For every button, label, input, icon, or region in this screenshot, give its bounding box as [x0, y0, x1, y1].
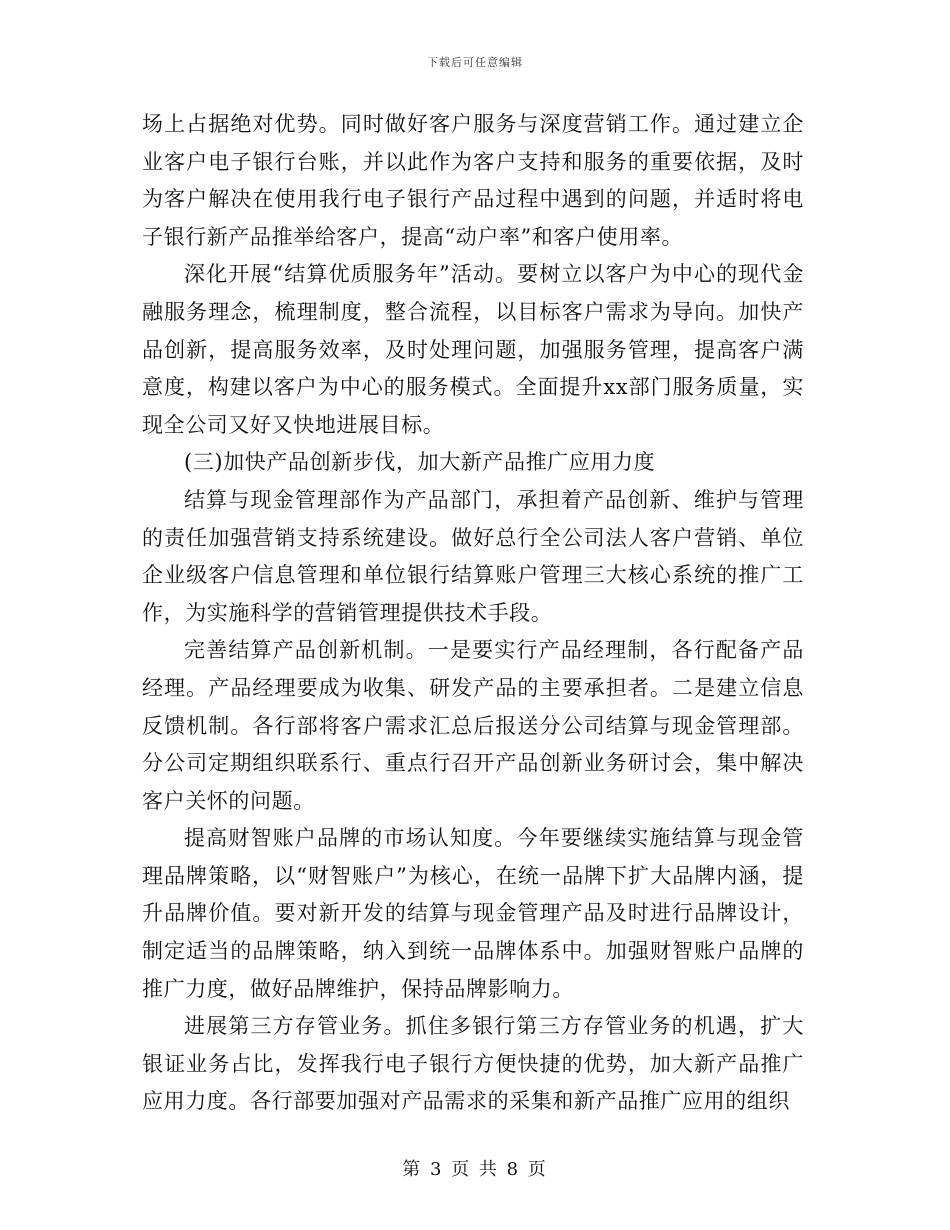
- paragraph-2: 深化开展“结算优质服务年”活动。要树立以客户为中心的现代金融服务理念，梳理制度，整合流程，以目标客户需求为导向。加快产品创新，提高服务效率，及时处理问题，加强服务管理，提高客户满意度，构建以客户为中心的服务模式。全面提升xx部门服务质量，实现全公司又好又快地进展目标。: [142, 262, 804, 437]
- paragraph-1: 场上占据绝对优势。同时做好客户服务与深度营销工作。通过建立企业客户电子银行台账，并以此作为客户支持和服务的重要依据，及时为客户解决在使用我行电子银行产品过程中遇到的问题，并适时将电子银行新产品推举给客户，提高“动户率”和客户使用率。: [142, 112, 804, 249]
- paragraph-5: 完善结算产品创新机制。一是要实行产品经理制，各行配备产品经理。产品经理要成为收集、研发产品的主要承担者。二是建立信息反馈机制。各行部将客户需求汇总后报送分公司结算与现金管理部。分公司定期组织联系行、重点行召开产品创新业务研讨会，集中解决客户关怀的问题。: [142, 638, 804, 813]
- paragraph-3-heading: (三)加快产品创新步伐，加大新产品推广应用力度: [184, 450, 656, 475]
- paragraph-4: 结算与现金管理部作为产品部门，承担着产品创新、维护与管理的责任加强营销支持系统建设。做好总行全公司法人客户营销、单位企业级客户信息管理和单位银行结算账户管理三大核心系统的推广工作，为实施科学的营销管理提供技术手段。: [142, 487, 804, 625]
- document-body: [142, 106, 804, 1121]
- paragraph-6: 提高财智账户品牌的市场认知度。今年要继续实施结算与现金管理品牌策略，以“财智账户”为核心，在统一品牌下扩大品牌内涵，提升品牌价值。要对新开发的结算与现金管理产品及时进行品牌设计，制定适当的品牌策略，纳入到统一品牌体系中。加强财智账户品牌的推广力度，做好品牌维护，保持品牌影响力。: [142, 826, 804, 1001]
- paragraph-7: 进展第三方存管业务。抓住多银行第三方存管业务的机遇，扩大银证业务占比，发挥我行电子银行方便快捷的优势，加大新产品推广应用力度。各行部要加强对产品需求的采集和新产品推广应用的组织: [142, 1014, 804, 1114]
- header-note: 下载后可任意编辑: [427, 56, 523, 69]
- page-number: 第 3 页 共 8 页: [402, 1159, 548, 1180]
